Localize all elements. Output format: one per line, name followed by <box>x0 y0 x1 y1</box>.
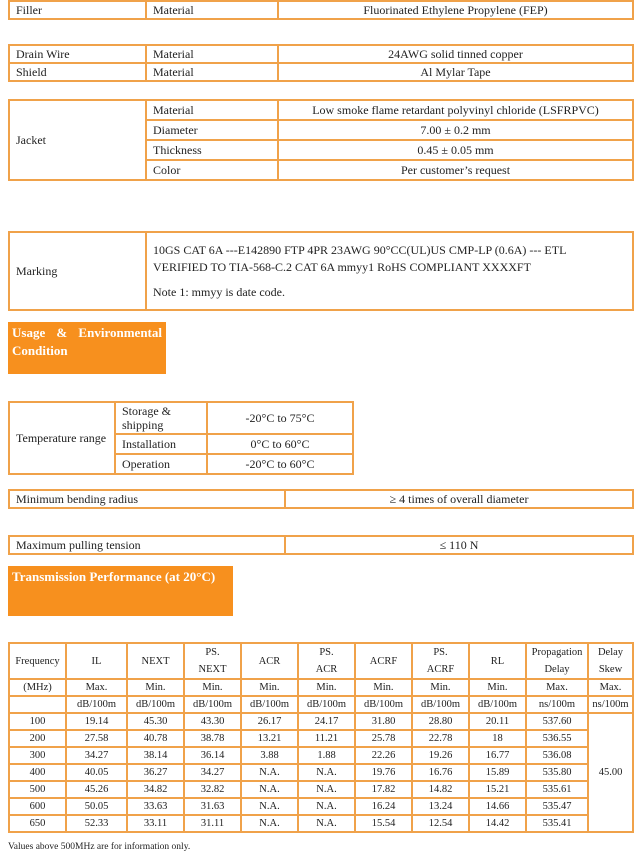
limit-cell: Min. <box>469 679 526 696</box>
usage-banner-line-1: Usage & Environmental <box>12 325 162 340</box>
header-text: Delay <box>597 647 624 658</box>
header-propagation-delay <box>526 643 588 679</box>
header-text: Skew <box>598 664 623 675</box>
table-cell: 31.80 <box>355 713 412 730</box>
table-cell: 13.21 <box>241 730 298 747</box>
header-ps-acr <box>298 643 355 679</box>
table-cell: 12.54 <box>412 815 469 832</box>
header-text: ACRF <box>369 655 398 667</box>
table-row <box>9 730 633 747</box>
table-cell: 28.80 <box>412 713 469 730</box>
limit-cell: Min. <box>355 679 412 696</box>
header-ps-next <box>184 643 241 679</box>
table-cell: 27.58 <box>66 730 127 747</box>
usage-banner-line-2: Condition <box>12 343 68 358</box>
usage-banner <box>8 322 166 374</box>
shield-label: Shield <box>9 63 146 81</box>
performance-table <box>8 642 634 833</box>
table-cell: 600 <box>9 798 66 815</box>
drain-wire-attr: Material <box>146 45 278 63</box>
table-cell: 16.77 <box>469 747 526 764</box>
unit-cell: dB/100m <box>66 696 127 713</box>
limit-cell: Min. <box>241 679 298 696</box>
table-cell: N.A. <box>241 815 298 832</box>
limit-cell: Max. <box>66 679 127 696</box>
header-text: NEXT <box>141 655 170 667</box>
table-cell: 15.54 <box>355 815 412 832</box>
temperature-value: 0°C to 60°C <box>207 434 353 454</box>
unit-cell: dB/100m <box>469 696 526 713</box>
jacket-label: Jacket <box>9 100 146 180</box>
bending-label: Minimum bending radius <box>9 490 285 508</box>
table-cell: 40.78 <box>127 730 184 747</box>
table-row <box>9 815 633 832</box>
jacket-attr: Color <box>146 160 278 180</box>
table-cell: 50.05 <box>66 798 127 815</box>
table-cell: 400 <box>9 764 66 781</box>
header-text: PS. <box>205 647 220 658</box>
table-cell: 13.24 <box>412 798 469 815</box>
table-cell: 19.26 <box>412 747 469 764</box>
filler-table <box>8 0 634 20</box>
temperature-value: -20°C to 60°C <box>207 454 353 474</box>
jacket-attr: Thickness <box>146 140 278 160</box>
table-cell: 25.78 <box>355 730 412 747</box>
table-cell: 535.80 <box>526 764 588 781</box>
jacket-attr: Material <box>146 100 278 120</box>
unit-cell: dB/100m <box>298 696 355 713</box>
table-cell: 14.82 <box>412 781 469 798</box>
table-cell: 500 <box>9 781 66 798</box>
shield-value: Al Mylar Tape <box>278 63 633 81</box>
table-cell: N.A. <box>241 781 298 798</box>
drain-wire-label: Drain Wire <box>9 45 146 63</box>
table-cell: 38.14 <box>127 747 184 764</box>
table-cell: 3.88 <box>241 747 298 764</box>
transmission-banner-text: Transmission Performance (at 20°C) <box>12 569 216 584</box>
table-cell: 26.17 <box>241 713 298 730</box>
unit-cell: dB/100m <box>127 696 184 713</box>
table-cell: 650 <box>9 815 66 832</box>
bending-table <box>8 489 634 509</box>
table-cell: 536.08 <box>526 747 588 764</box>
table-cell: 22.78 <box>412 730 469 747</box>
table-cell: N.A. <box>298 781 355 798</box>
table-row <box>9 713 633 730</box>
table-cell: N.A. <box>298 815 355 832</box>
table-cell: 31.11 <box>184 815 241 832</box>
header-rl <box>469 643 526 679</box>
header-text: IL <box>91 655 102 667</box>
table-cell: 36.14 <box>184 747 241 764</box>
header-text: RL <box>490 655 505 667</box>
header-text: ACR <box>315 664 338 675</box>
header-il <box>66 643 127 679</box>
jacket-table <box>8 99 634 181</box>
marking-line-1: 10GS CAT 6A ---E142890 FTP 4PR 23AWG 90°CC(UL)US CMP-LP (0.6A) --- ETL <box>153 242 567 257</box>
table-cell: 31.63 <box>184 798 241 815</box>
marking-label: Marking <box>9 232 146 310</box>
table-cell: 1.88 <box>298 747 355 764</box>
table-cell: 38.78 <box>184 730 241 747</box>
table-cell: N.A. <box>298 764 355 781</box>
temperature-value: -20°C to 75°C <box>207 402 353 434</box>
table-cell: 18 <box>469 730 526 747</box>
table-cell: 200 <box>9 730 66 747</box>
jacket-value: 7.00 ± 0.2 mm <box>278 120 633 140</box>
unit-cell: dB/100m <box>241 696 298 713</box>
temperature-table <box>8 401 354 475</box>
unit-cell-empty <box>9 696 66 713</box>
table-cell: 52.33 <box>66 815 127 832</box>
transmission-banner <box>8 566 233 616</box>
header-text: ACRF <box>426 664 455 675</box>
temperature-condition: Installation <box>115 434 207 454</box>
header-acrf <box>355 643 412 679</box>
marking-text <box>146 232 633 310</box>
table-cell: 14.66 <box>469 798 526 815</box>
jacket-value: 0.45 ± 0.05 mm <box>278 140 633 160</box>
unit-cell: dB/100m <box>412 696 469 713</box>
marking-note: Note 1: mmyy is date code. <box>153 284 285 299</box>
marking-table <box>8 231 634 311</box>
table-cell: 15.89 <box>469 764 526 781</box>
limit-cell: Min. <box>412 679 469 696</box>
footnote: Values above 500MHz are for information only. <box>8 842 191 852</box>
pulling-table <box>8 535 634 555</box>
header-acr <box>241 643 298 679</box>
table-cell: 17.82 <box>355 781 412 798</box>
unit-cell: dB/100m <box>355 696 412 713</box>
table-cell: 11.21 <box>298 730 355 747</box>
limit-cell: Min. <box>184 679 241 696</box>
jacket-value: Per customer’s request <box>278 160 633 180</box>
table-cell: 536.55 <box>526 730 588 747</box>
drain-shield-table <box>8 44 634 82</box>
jacket-value: Low smoke flame retardant polyvinyl chloride (LSFRPVC) <box>278 100 633 120</box>
table-cell: 19.76 <box>355 764 412 781</box>
table-cell: 33.11 <box>127 815 184 832</box>
filler-attr: Material <box>146 1 278 19</box>
table-cell: N.A. <box>241 798 298 815</box>
table-cell: N.A. <box>298 798 355 815</box>
header-text: Delay <box>544 664 570 675</box>
table-cell: 22.26 <box>355 747 412 764</box>
table-cell: 24.17 <box>298 713 355 730</box>
table-cell: 100 <box>9 713 66 730</box>
drain-wire-value: 24AWG solid tinned copper <box>278 45 633 63</box>
unit-cell: ns/100m <box>588 696 633 713</box>
temperature-label: Temperature range <box>9 402 115 474</box>
header-text: Propagation <box>531 647 583 658</box>
table-row <box>9 781 633 798</box>
jacket-attr: Diameter <box>146 120 278 140</box>
table-cell: 535.61 <box>526 781 588 798</box>
temperature-condition: Storage & shipping <box>115 402 207 434</box>
table-cell: 34.27 <box>66 747 127 764</box>
bending-value: ≥ 4 times of overall diameter <box>285 490 633 508</box>
table-cell: 36.27 <box>127 764 184 781</box>
temperature-condition: Operation <box>115 454 207 474</box>
table-cell: 300 <box>9 747 66 764</box>
shield-attr: Material <box>146 63 278 81</box>
table-cell: 19.14 <box>66 713 127 730</box>
filler-label: Filler <box>9 1 146 19</box>
table-row <box>9 798 633 815</box>
limit-cell: Min. <box>298 679 355 696</box>
table-cell: N.A. <box>241 764 298 781</box>
header-text: PS. <box>319 647 334 658</box>
table-cell: 40.05 <box>66 764 127 781</box>
table-cell: 34.82 <box>127 781 184 798</box>
limit-cell: (MHz) <box>9 679 66 696</box>
unit-cell: dB/100m <box>184 696 241 713</box>
header-text: PS. <box>433 647 448 658</box>
limit-cell: Min. <box>127 679 184 696</box>
header-ps-acrf <box>412 643 469 679</box>
table-cell: 32.82 <box>184 781 241 798</box>
table-cell: 535.41 <box>526 815 588 832</box>
unit-cell: ns/100m <box>526 696 588 713</box>
table-cell: 535.47 <box>526 798 588 815</box>
limit-cell: Max. <box>588 679 633 696</box>
table-cell: 20.11 <box>469 713 526 730</box>
table-cell: 34.27 <box>184 764 241 781</box>
table-row <box>9 747 633 764</box>
table-cell: 45.26 <box>66 781 127 798</box>
header-text: Frequency <box>15 655 60 667</box>
filler-value: Fluorinated Ethylene Propylene (FEP) <box>278 1 633 19</box>
header-frequency <box>9 643 66 679</box>
pulling-label: Maximum pulling tension <box>9 536 285 554</box>
marking-line-2: VERIFIED TO TIA-568-C.2 CAT 6A mmyy1 RoHS COMPLIANT XXXXFT <box>153 259 531 274</box>
header-delay-skew <box>588 643 633 679</box>
table-cell: 14.42 <box>469 815 526 832</box>
header-text: NEXT <box>198 664 227 675</box>
table-row <box>9 764 633 781</box>
table-cell: 16.76 <box>412 764 469 781</box>
table-cell: 15.21 <box>469 781 526 798</box>
delay-skew-value: 45.00 <box>588 713 633 832</box>
limit-cell: Max. <box>526 679 588 696</box>
table-cell: 45.30 <box>127 713 184 730</box>
table-cell: 33.63 <box>127 798 184 815</box>
table-cell: 43.30 <box>184 713 241 730</box>
table-cell: 537.60 <box>526 713 588 730</box>
header-next <box>127 643 184 679</box>
header-text: ACR <box>258 655 281 667</box>
pulling-value: ≤ 110 N <box>285 536 633 554</box>
table-cell: 16.24 <box>355 798 412 815</box>
